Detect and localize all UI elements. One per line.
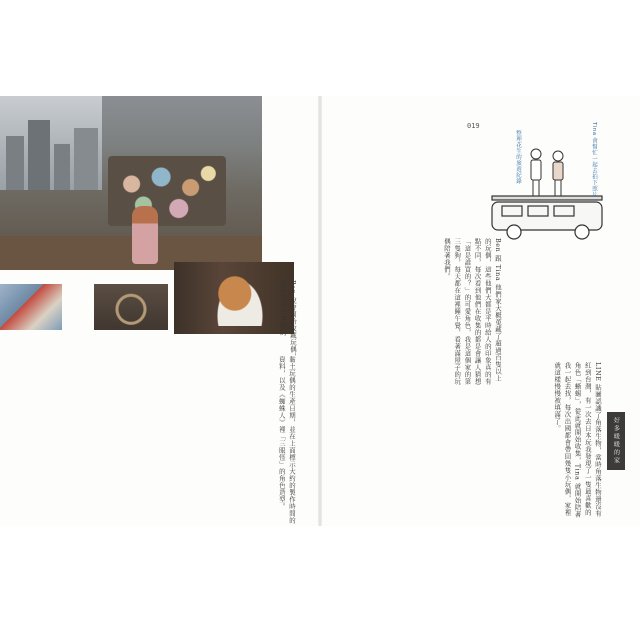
illustration-note-right: Tina 會幫忙一起去拍下照片 (591, 122, 597, 198)
right-text-top: Ben 跟 Tina 他們家大概蒐藏了超過百隻以上的玩偶，這些他們大都是平時給人的印象真的有點不同，每次看到他們在收集的都是會讓人猜想「這是誰買的？」的可愛角色，我是這個家的第三隻狗，每天都在這裡睡午覺，看著滿屋子的玩偶陪著我們。 (442, 238, 502, 385)
book-gutter (318, 96, 322, 526)
blanket-photo (0, 284, 62, 330)
right-text-main: LINE 貼圖認識了角落生物，當時角落生物還沒有紅到台灣，有一次去日本玩我發現了一隻最喜歡的角色「蜥蜴」，從此就開始收集，Tina 就開始陪著我一起去找，每次出國都會帶回幾隻小玩偶，家裡就這樣慢慢被填滿了。 (553, 362, 602, 519)
page-number: 019 (467, 122, 480, 130)
dog-icon (214, 276, 266, 326)
van-illustration (474, 132, 624, 252)
child-figure (132, 206, 158, 264)
chapter-tab: 好多暖暖的家 (607, 412, 625, 470)
window-view (0, 96, 102, 190)
plush-toy-collection (108, 156, 226, 226)
illustration-note-left: 整理花生的旅遊紀錄 (515, 130, 521, 184)
left-text-top: Ben 說會開始收藏玩偶，是因為在日本版的 (278, 280, 297, 361)
left-text-main: 黏土玩偶的生產日期，並在上面標示大約的製作時間的資料，以及《蜘蛛人》裡「三眼怪」的角色造型。 (277, 356, 296, 524)
van-icon (492, 196, 602, 239)
hanging-decor-photo (94, 284, 168, 330)
living-room-photo (0, 96, 262, 270)
person-icon (531, 149, 563, 196)
dog-photo (174, 262, 294, 334)
